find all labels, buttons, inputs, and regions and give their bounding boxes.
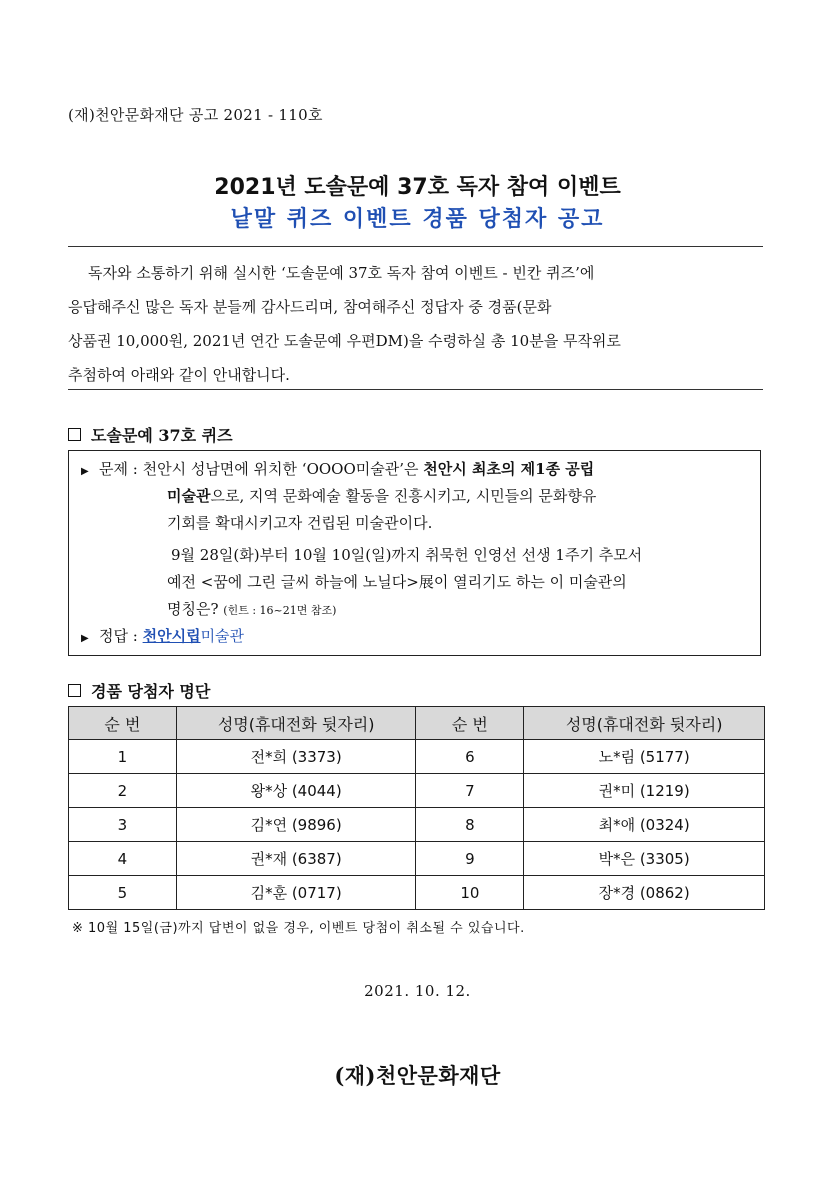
table-row: [69, 740, 765, 774]
quiz-question-line: 기회를 확대시키고자 건립된 미술관이다.: [167, 514, 433, 532]
rank-cell: 8: [416, 808, 524, 842]
winner-cell: 장*경 (0862): [524, 876, 765, 910]
winner-cell: 박*은 (3305): [524, 842, 765, 876]
intro-line: 상품권 10,000원, 2021년 연간 도솔문예 우편DM)을 수령하실 총 10분을 무작위로: [68, 332, 621, 350]
rank-cell: 4: [69, 842, 177, 876]
quiz-question-line: [81, 456, 594, 485]
rank-cell: 3: [69, 808, 177, 842]
answer-label: 정답 :: [99, 627, 138, 645]
question-text: 천안시 성남면에 위치한 ‘OOOO미술관’은: [142, 460, 424, 478]
table-row: [69, 842, 765, 876]
quiz-box: [68, 450, 761, 656]
winner-cell: 김*훈 (0717): [176, 876, 416, 910]
checkbox-square-icon: [68, 684, 81, 697]
answer-emphasis: 천안시립: [142, 627, 201, 645]
winner-cell: 전*희 (3373): [176, 740, 416, 774]
section-winners-title: 경품 당첨자 명단: [91, 682, 211, 701]
triangle-bullet-icon: ▶: [81, 466, 89, 477]
divider-top: [68, 246, 763, 247]
winner-cell: 권*미 (1219): [524, 774, 765, 808]
winner-cell: 노*림 (5177): [524, 740, 765, 774]
question-emphasis: 미술관: [167, 487, 211, 505]
quiz-question-line: [167, 596, 336, 624]
checkbox-square-icon: [68, 428, 81, 441]
rank-cell: 6: [416, 740, 524, 774]
section-winners-heading: [68, 679, 210, 702]
section-quiz-heading: [68, 423, 233, 446]
organization-name: (재)천안문화재단: [334, 1063, 501, 1088]
quiz-question-line: [167, 483, 596, 510]
rank-cell: 7: [416, 774, 524, 808]
table-row: [69, 808, 765, 842]
question-text: 명칭은?: [167, 600, 219, 618]
divider-bottom: [68, 389, 763, 390]
intro-line: 독자와 소통하기 위해 실시한 ‘도솔문예 37호 독자 참여 이벤트 - 빈칸 퀴즈’에: [88, 264, 595, 282]
notice-number: (재)천안문화재단 공고 2021 - 110호: [68, 106, 323, 124]
quiz-question-line: 9월 28일(화)부터 10월 10일(일)까지 취묵헌 인영선 선생 1주기 추모서: [171, 546, 643, 564]
winner-cell: 권*재 (6387): [176, 842, 416, 876]
rank-cell: 9: [416, 842, 524, 876]
answer-text: 미술관: [200, 627, 245, 645]
table-header-row: [69, 707, 765, 740]
rank-cell: 2: [69, 774, 177, 808]
hint-text: (힌트 : 16~21면 참조): [223, 604, 337, 617]
header-name: 성명(휴대전화 뒷자리): [524, 707, 765, 740]
triangle-bullet-icon: ▶: [81, 633, 89, 644]
rank-cell: 10: [416, 876, 524, 910]
table-row: [69, 876, 765, 910]
title-line-1: 2021년 도솔문예 37호 독자 참여 이벤트: [214, 175, 621, 200]
question-label: 문제 :: [99, 460, 138, 478]
quiz-answer-line: [81, 623, 244, 652]
quiz-question-line: 예전 <꿈에 그린 글씨 하늘에 노닐다>展이 열리기도 하는 이 미술관의: [167, 573, 627, 591]
section-quiz-title: 도솔문예 37호 퀴즈: [91, 426, 233, 445]
winner-cell: 최*애 (0324): [524, 808, 765, 842]
winner-cell: 왕*상 (4044): [176, 774, 416, 808]
rank-cell: 1: [69, 740, 177, 774]
question-text: 으로, 지역 문화예술 활동을 진흥시키고, 시민들의 문화향유: [210, 487, 597, 505]
intro-line: 추첨하여 아래와 같이 안내합니다.: [68, 366, 290, 384]
winner-cell: 김*연 (9896): [176, 808, 416, 842]
notice-date: 2021. 10. 12.: [364, 982, 471, 1000]
table-row: [69, 774, 765, 808]
winners-table: [68, 706, 765, 910]
title-line-2: 낱말 퀴즈 이벤트 경품 당첨자 공고: [230, 207, 605, 232]
header-rank: 순 번: [416, 707, 524, 740]
header-name: 성명(휴대전화 뒷자리): [176, 707, 416, 740]
footnote: ※ 10월 15일(금)까지 답변이 없을 경우, 이벤트 당첨이 취소될 수 있습니다.: [72, 921, 525, 936]
intro-paragraph: [68, 256, 763, 392]
question-emphasis: 천안시 최초의 제1종 공립: [423, 460, 595, 478]
intro-line: 응답해주신 많은 독자 분들께 감사드리며, 참여해주신 정답자 중 경품(문화: [68, 298, 552, 316]
rank-cell: 5: [69, 876, 177, 910]
header-rank: 순 번: [69, 707, 177, 740]
